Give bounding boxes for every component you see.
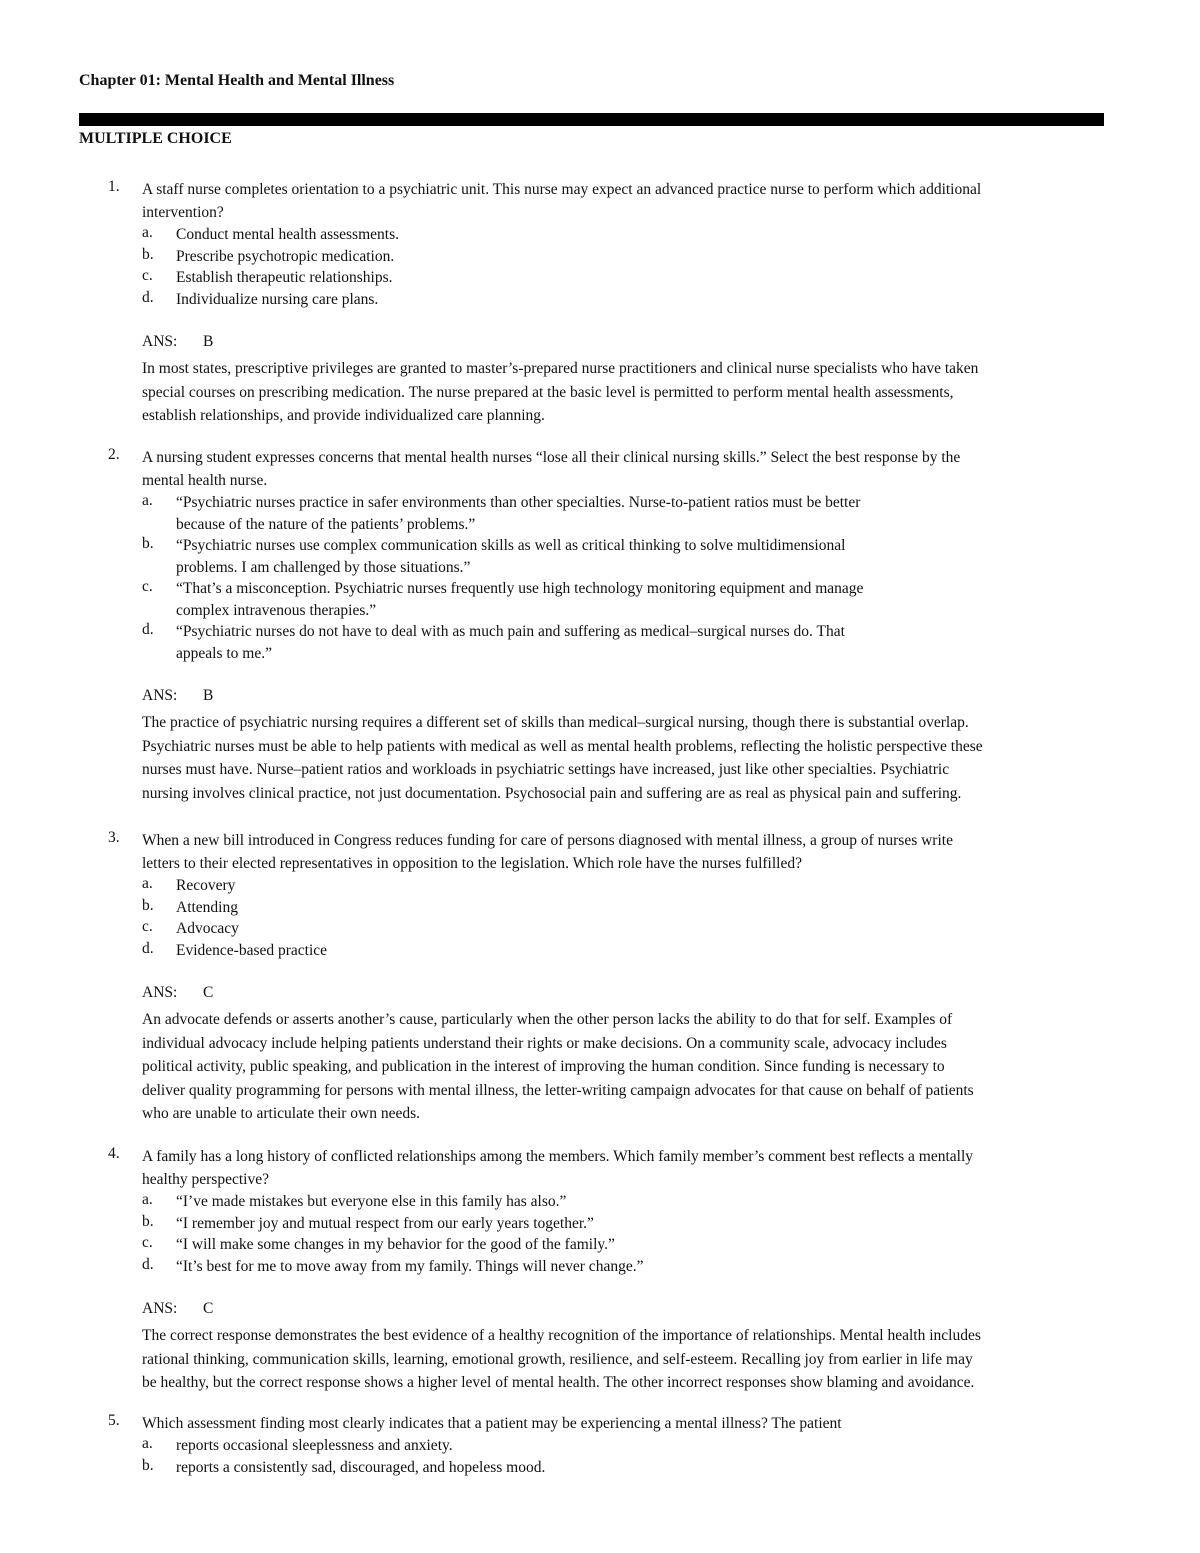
option-text: “Psychiatric nurses practice in safer environments than other specialties. Nurse-to-patient ratios must be better	[176, 494, 861, 511]
option-letter: c.	[142, 1234, 153, 1251]
question-stem-line: A staff nurse completes orientation to a psychiatric unit. This nurse may expect an advanced practice nurse to perform which additional	[142, 181, 982, 198]
option-letter: b.	[142, 1456, 154, 1474]
option-text: Evidence-based practice	[176, 941, 328, 959]
answer-value: B	[203, 687, 214, 704]
answer-label: ANS:	[142, 333, 178, 350]
option-text: Prescribe psychotropic medication.	[176, 247, 395, 265]
question-stem-line: When a new bill introduced in Congress reduces funding for care of persons diagnosed with mental illness, a group of nurses write	[142, 832, 953, 849]
option-text: complex intravenous therapies.”	[176, 601, 377, 619]
question-stem-line: A family has a long history of conflicted relationships among the members. Which family member’s comment best reflects a mentally	[142, 1148, 974, 1165]
option-letter: d.	[142, 1255, 154, 1273]
rationale-line: The practice of psychiatric nursing requires a different set of skills than medical–surgical nursing, though there is substantial overlap.	[142, 714, 969, 731]
rationale-line: Psychiatric nurses must be able to help patients with medical as well as mental health problems, reflecting the holistic perspective these	[142, 737, 983, 755]
chapter-title: Chapter 01: Mental Health and Mental Illness	[79, 72, 395, 89]
option-letter: d.	[142, 939, 154, 957]
option-letter: c.	[142, 267, 153, 284]
option-letter: a.	[142, 1435, 153, 1452]
option-text: “I will make some changes in my behavior for the good of the family.”	[176, 1236, 615, 1253]
rationale-line: In most states, prescriptive privileges are granted to master’s-prepared nurse practitioners and clinical nurse specialists who have taken	[142, 360, 979, 377]
option-letter: d.	[142, 288, 154, 306]
option-letter: a.	[142, 875, 153, 892]
rationale-line: establish relationships, and provide individualized care planning.	[142, 407, 545, 425]
option-text: Recovery	[176, 877, 236, 894]
rationale-line: nursing involves clinical practice, not just documentation. Psychosocial pain and suffering are as real as physical pain and suffering.	[142, 784, 962, 802]
option-text: Attending	[176, 898, 238, 916]
question-stem-line: healthy perspective?	[142, 1171, 269, 1188]
option-text: reports occasional sleeplessness and anxiety.	[176, 1437, 453, 1454]
rationale-line: deliver quality programming for persons with mental illness, the letter-writing campaign advocates for that cause on behalf of patients	[142, 1081, 974, 1099]
section-divider-bar	[79, 113, 1104, 126]
question-number: 4.	[108, 1145, 120, 1162]
option-text: problems. I am challenged by those situations.”	[176, 558, 471, 576]
answer-value: B	[203, 333, 214, 350]
option-text: appeals to me.”	[176, 644, 272, 662]
question-stem-line: Which assessment finding most clearly indicates that a patient may be experiencing a mental illness? The patient	[142, 1415, 842, 1432]
rationale-line: The correct response demonstrates the best evidence of a healthy recognition of the importance of relationships. Mental health includes	[142, 1327, 981, 1344]
answer-label: ANS:	[142, 1300, 178, 1317]
option-letter: b.	[142, 1212, 154, 1230]
rationale-line: who are unable to articulate their own needs.	[142, 1105, 421, 1123]
question-stem-line: intervention?	[142, 204, 224, 221]
option-text: Conduct mental health assessments.	[176, 226, 399, 243]
option-letter: c.	[142, 578, 153, 595]
rationale-line: be healthy, but the correct response shows a higher level of mental health. The other incorrect responses show blaming and avoidance.	[142, 1374, 975, 1392]
rationale-line: nurses must have. Nurse–patient ratios and workloads in psychiatric settings have increased, just like other specialties. Psychiatric	[142, 761, 950, 779]
option-text: Establish therapeutic relationships.	[176, 269, 393, 286]
option-text: “I remember joy and mutual respect from our early years together.”	[176, 1214, 594, 1232]
question-number: 3.	[108, 829, 120, 846]
answer-label: ANS:	[142, 984, 178, 1001]
question-number: 1.	[108, 178, 120, 195]
option-text: “That’s a misconception. Psychiatric nurses frequently use high technology monitoring equipment and manage	[176, 580, 864, 597]
option-text: Individualize nursing care plans.	[176, 290, 379, 308]
answer-value: C	[203, 984, 214, 1001]
option-letter: b.	[142, 245, 154, 263]
option-text: “It’s best for me to move away from my family. Things will never change.”	[176, 1257, 644, 1275]
option-letter: c.	[142, 918, 153, 935]
option-text: “Psychiatric nurses do not have to deal with as much pain and suffering as medical–surgical nurses do. That	[176, 623, 845, 640]
question-stem-line: mental health nurse.	[142, 472, 268, 489]
option-text: reports a consistently sad, discouraged, and hopeless mood.	[176, 1458, 546, 1476]
rationale-line: An advocate defends or asserts another’s cause, particularly when the other person lacks the ability to do that for self. Examples of	[142, 1011, 953, 1028]
option-text: Advocacy	[176, 920, 239, 937]
question-number: 5.	[108, 1412, 120, 1429]
rationale-line: political activity, public speaking, and publication in the interest of improving the human condition. Since funding is necessary to	[142, 1058, 945, 1076]
option-text: “Psychiatric nurses use complex communication skills as well as critical thinking to solve multidimensional	[176, 537, 846, 554]
rationale-line: special courses on prescribing medication. The nurse prepared at the basic level is permitted to perform mental health assessments,	[142, 383, 954, 401]
question-stem-line: letters to their elected representatives in opposition to the legislation. Which role have the nurses fulfilled?	[142, 855, 802, 872]
option-letter: a.	[142, 492, 153, 509]
question-number: 2.	[108, 446, 120, 463]
option-letter: a.	[142, 224, 153, 241]
section-title: MULTIPLE CHOICE	[79, 130, 232, 147]
rationale-line: rational thinking, communication skills, learning, emotional growth, resilience, and self-esteem. Recalling joy from earlier in life may	[142, 1350, 973, 1368]
question-stem-line: A nursing student expresses concerns that mental health nurses “lose all their clinical nursing skills.” Select the best response by the	[142, 449, 961, 466]
option-text: “I’ve made mistakes but everyone else in this family has also.”	[176, 1193, 567, 1210]
option-text: because of the nature of the patients’ problems.”	[176, 515, 476, 533]
rationale-line: individual advocacy include helping patients understand their rights or make decisions. On a community scale, advocacy includes	[142, 1034, 947, 1052]
option-letter: b.	[142, 896, 154, 914]
answer-value: C	[203, 1300, 214, 1317]
option-letter: d.	[142, 621, 154, 638]
option-letter: b.	[142, 535, 154, 552]
answer-label: ANS:	[142, 687, 178, 704]
option-letter: a.	[142, 1191, 153, 1208]
